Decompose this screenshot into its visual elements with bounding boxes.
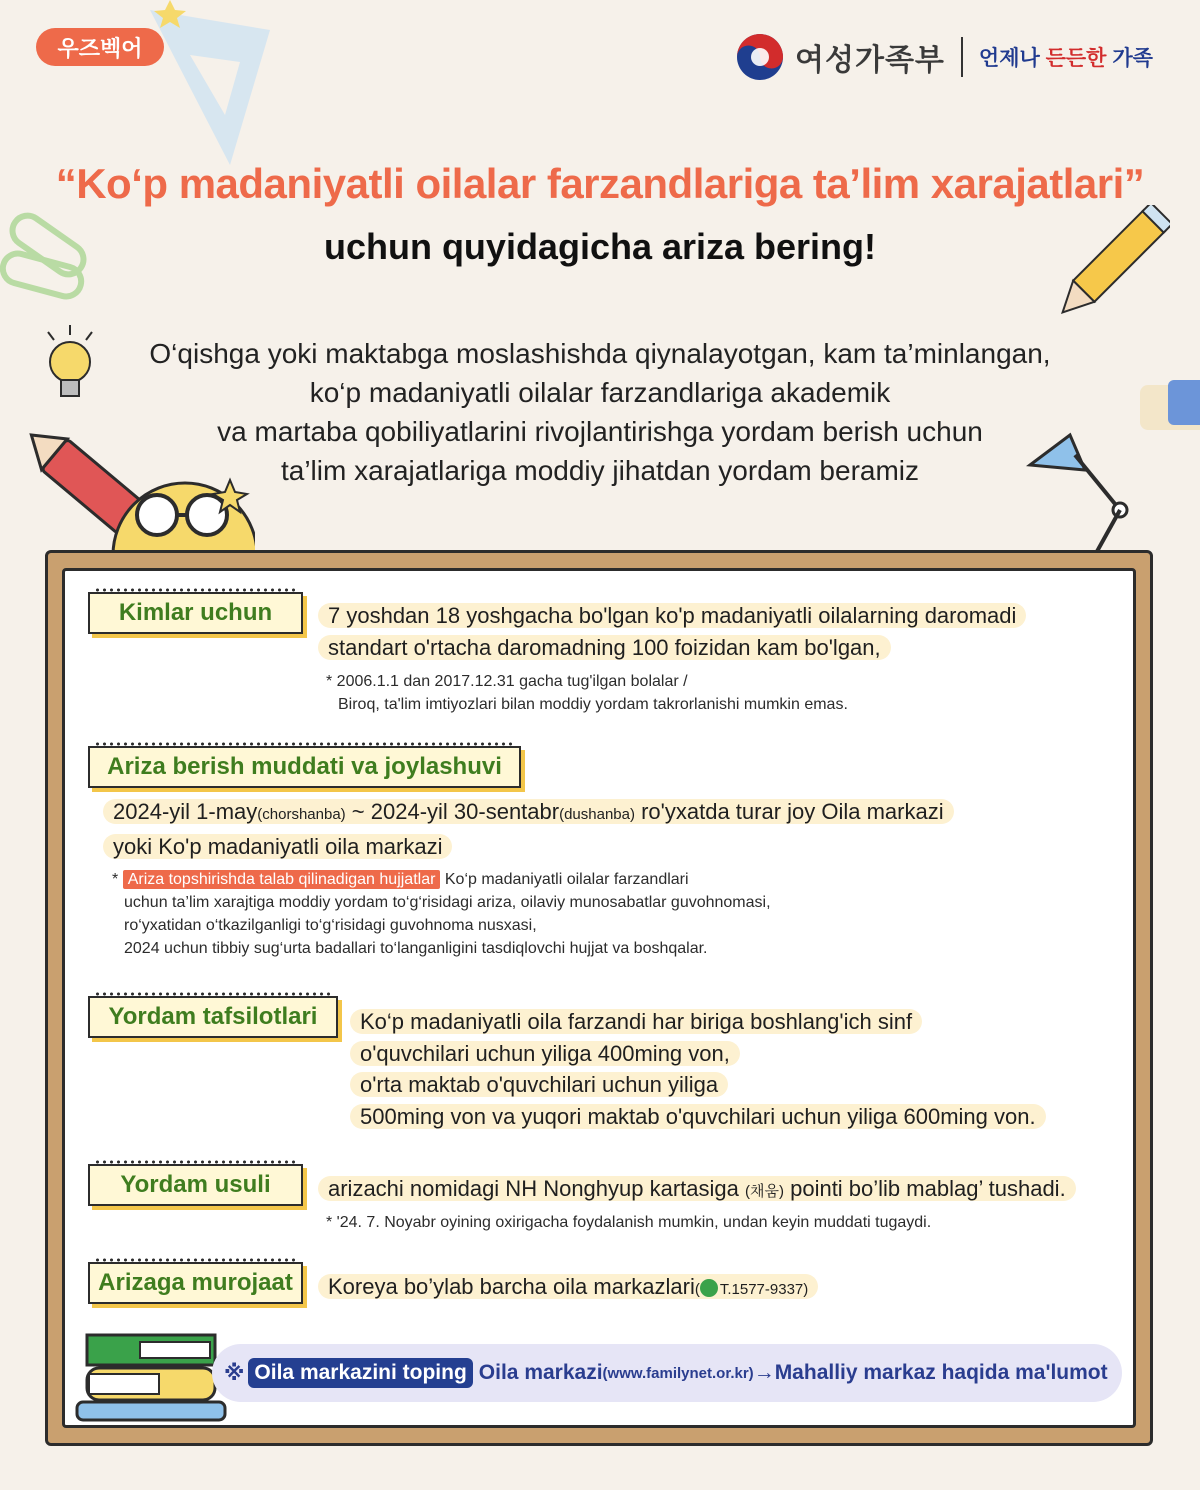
documents-tag: Ariza topshirishda talab qilinadigan hujjatlar xyxy=(123,870,441,889)
details-line: o'rta maktab o'quvchilari uchun yiliga xyxy=(350,1072,728,1097)
documents-star: * xyxy=(112,871,119,888)
documents-line: ro‘yxatidan o‘tkazilganligi to‘g‘risidagi guvohnoma nusxasi, xyxy=(124,917,537,934)
label-who: Kimlar uchun xyxy=(88,592,303,634)
pencil-right-decoration xyxy=(1040,205,1170,335)
documents-note xyxy=(112,868,771,960)
star-icon xyxy=(150,0,190,30)
intro-line: va martaba qobiliyatlarini rivojlantirishga yordam berish uchun xyxy=(217,416,983,447)
who-text xyxy=(318,600,1026,664)
method-part-b: pointi bo’lib mablag’ tushadi. xyxy=(783,1176,1066,1201)
date-tilde: ~ xyxy=(345,799,371,824)
footer-text-2: Mahalliy markaz haqida ma'lumot xyxy=(774,1361,1108,1384)
contact-centers: Koreya bo’ylab barcha oila markazlari xyxy=(328,1274,695,1299)
label-method: Yordam usuli xyxy=(88,1164,303,1206)
intro-line: O‘qishga yoki maktabga moslashishda qiynalayotgan, kam ta’minlangan, xyxy=(149,338,1051,369)
slogan-part2: 가족 xyxy=(1112,47,1153,70)
documents-line: uchun ta’lim xarajtiga moddiy yordam to‘g‘risidagi ariza, oilaviy munosabatlar guvohnomasi, xyxy=(124,894,771,911)
day-end: (dushanba) xyxy=(559,806,635,823)
method-line xyxy=(318,1176,1076,1201)
details-line: 500ming von va yuqori maktab o'quvchilari uchun yiliga 600ming von. xyxy=(350,1104,1046,1129)
ministry-name: 여성가족부 xyxy=(795,44,945,77)
eraser-decoration xyxy=(1140,375,1200,435)
period-line-2: yoki Ko'p madaniyatli oila markazi xyxy=(103,834,452,859)
method-note xyxy=(326,1211,931,1234)
period-location: ro'yxatda turar joy Oila markazi xyxy=(634,799,944,824)
who-note: * 2006.1.1 dan 2017.12.31 gacha tug'ilgan bolalar / xyxy=(326,673,688,690)
method-text xyxy=(318,1173,1076,1208)
ministry-logo xyxy=(735,32,1153,82)
logo-divider xyxy=(961,37,963,77)
date-end: 2024-yil 30-sentabr xyxy=(370,799,560,824)
day-start: (chorshanba) xyxy=(257,806,346,823)
phone-open: ( xyxy=(694,1281,700,1298)
find-center-bar xyxy=(212,1344,1122,1402)
reference-mark: ※ xyxy=(224,1361,245,1385)
intro-line: ta’lim xarajatlariga moddiy jihatdan yordam beramiz xyxy=(280,455,920,486)
intro-paragraph xyxy=(100,334,1100,490)
contact-line xyxy=(318,1274,818,1299)
arrow-icon: → xyxy=(753,1361,775,1384)
method-part-a: arizachi nomidagi NH Nonghyup kartasiga xyxy=(328,1176,745,1201)
period-line-1 xyxy=(103,799,954,824)
label-period: Ariza berish muddati va joylashuvi xyxy=(88,746,521,788)
language-badge: 우즈벡어 xyxy=(36,28,164,66)
books-stack-decoration xyxy=(75,1330,230,1425)
taegeuk-emblem-icon xyxy=(735,32,785,82)
phone-icon xyxy=(700,1279,718,1297)
subheadline: uchun quyidagicha ariza bering! xyxy=(323,226,877,267)
find-center-tag: Oila markazini toping xyxy=(248,1358,472,1388)
method-note-line: * '24. 7. Noyabr oyining oxirigacha foydalanish mumkin, undan keyin muddati tugaydi. xyxy=(326,1214,932,1231)
label-contact: Arizaga murojaat xyxy=(88,1262,303,1304)
details-text xyxy=(350,1006,1046,1132)
familynet-url[interactable]: (www.familynet.or.kr) xyxy=(602,1364,754,1382)
documents-line: 2024 uchun tibbiy sug‘urta badallari to‘langanligini tasdiqlovchi hujjat va boshqalar. xyxy=(124,940,708,957)
footer-text-1: Oila markazi xyxy=(478,1361,603,1384)
who-notes xyxy=(326,670,848,716)
documents-first: Ko‘p madaniyatli oilalar farzandlari xyxy=(440,871,689,888)
period-text xyxy=(103,796,954,863)
label-details: Yordam tafsilotlari xyxy=(88,996,338,1038)
date-start: 2024-yil 1-may xyxy=(113,799,258,824)
ministry-slogan xyxy=(979,42,1153,72)
who-note: Biroq, ta'lim imtiyozlari bilan moddiy yordam takrorlanishi mumkin emas. xyxy=(338,696,848,713)
slogan-part1: 언제나 xyxy=(978,47,1040,70)
who-line: 7 yoshdan 18 yoshgacha bo'lgan ko'p madaniyatli oilalarning daromadi xyxy=(318,603,1026,628)
details-line: o'quvchilari uchun yiliga 400ming von, xyxy=(350,1041,740,1066)
intro-line: ko‘p madaniyatli oilalar farzandlariga akademik xyxy=(309,377,891,408)
method-card-name: (채움) xyxy=(745,1183,784,1200)
details-line: Ko‘p madaniyatli oila farzandi har biriga boshlang'ich sinf xyxy=(350,1009,922,1034)
who-line: standart o'rtacha daromadning 100 foizidan kam bo'lgan, xyxy=(318,635,891,660)
phone-number: T.1577-9337) xyxy=(719,1281,809,1298)
headline: “Ko‘p madaniyatli oilalar farzandlariga ta’lim xarajatlari” xyxy=(55,160,1145,207)
slogan-red-word: 든든한 xyxy=(1045,47,1107,70)
lightbulb-icon xyxy=(40,320,100,415)
contact-text xyxy=(318,1271,818,1306)
